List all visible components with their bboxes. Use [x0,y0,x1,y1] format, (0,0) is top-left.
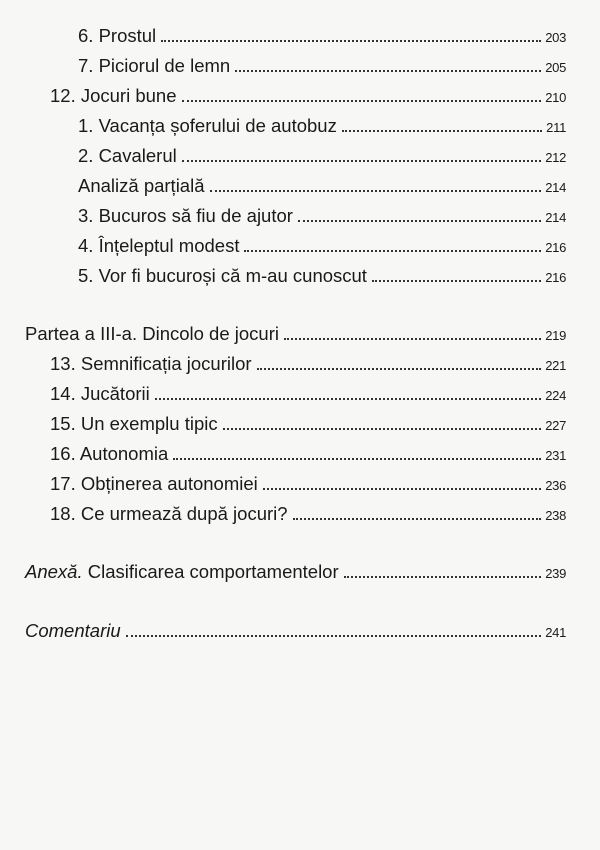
toc-entry-page: 205 [545,60,566,75]
toc-entry [78,261,566,291]
toc-entry-title: 5. Vor fi bucuroși că m-au cunoscut [78,265,367,286]
dot-leader [210,189,542,192]
toc-entry-page: 203 [545,30,566,45]
toc-entry-title: Analiză parțială [78,175,205,196]
toc-entry-page: 231 [545,448,566,463]
toc-appendix-entry [25,557,566,587]
toc-entry-title: 1. Vacanța șoferului de autobuz [78,115,337,136]
dot-leader [173,457,541,460]
toc-part-entry [25,319,566,349]
toc-entry-page: 236 [545,478,566,493]
toc-entry-title [25,616,121,646]
toc-entry [50,439,566,469]
dot-leader [161,39,541,42]
toc-entry-italic: Comentariu [25,620,121,641]
toc-entry-title [25,557,339,587]
toc-entry-page: 238 [545,508,566,523]
toc-entry-title: 15. Un exemplu tipic [50,413,218,434]
toc-entry-page: 221 [545,358,566,373]
toc-entry-title: 17. Obținerea autonomiei [50,473,258,494]
toc-entry-title: 16. Autonomia [50,443,169,464]
toc-entry-page: 214 [545,210,566,225]
toc-entry-title: Partea a III-a. Dincolo de jocuri [25,323,279,344]
toc-entry-page: 216 [545,270,566,285]
toc-entry-page: 214 [545,180,566,195]
toc-entry [78,141,566,171]
dot-leader [342,129,542,132]
toc-entry-page: 241 [545,625,566,640]
toc-entry-page: 211 [546,120,566,135]
toc-entry-title: 2. Cavalerul [78,145,177,166]
toc-entry [78,51,566,81]
dot-leader [235,69,541,72]
dot-leader [126,634,542,637]
toc-entry [78,231,566,261]
dot-leader [344,575,542,578]
toc-entry-page: 224 [545,388,566,403]
toc-entry [50,499,566,529]
toc-entry-page: 227 [545,418,566,433]
toc-entry-title: 4. Înțeleptul modest [78,235,240,256]
toc-entry [50,469,566,499]
toc-entry [78,201,566,231]
toc-entry-title: 12. Jocuri bune [50,85,177,106]
dot-leader [244,249,541,252]
toc-entry-italic: Anexă. [25,561,83,582]
dot-leader [372,279,541,282]
dot-leader [182,99,542,102]
toc-entry [50,379,566,409]
toc-entry-page: 216 [545,240,566,255]
toc-entry-title: 18. Ce urmează după jocuri? [50,503,288,524]
toc-entry [50,349,566,379]
dot-leader [263,487,541,490]
toc-entry [78,111,566,141]
dot-leader [257,367,542,370]
dot-leader [223,427,542,430]
toc-entry [78,171,566,201]
dot-leader [298,219,541,222]
toc-entry [50,409,566,439]
toc-entry-page: 219 [545,328,566,343]
toc-entry-title: 14. Jucătorii [50,383,150,404]
dot-leader [155,397,541,400]
toc-entry-page: 239 [545,566,566,581]
toc-entry-page: 212 [545,150,566,165]
toc-entry [50,81,566,111]
toc-entry-title-rest: Clasificarea comportamentelor [82,561,339,582]
toc-entry-page: 210 [545,90,566,105]
toc-entry-title: 6. Prostul [78,25,157,46]
dot-leader [284,337,541,340]
dot-leader [182,159,541,162]
toc-entry-title: 7. Piciorul de lemn [78,55,231,76]
toc-comments-entry [25,616,566,646]
toc-entry-title: 13. Semnificația jocurilor [50,353,252,374]
toc-entry [78,21,566,51]
toc-entry-title: 3. Bucuros să fiu de ajutor [78,205,293,226]
dot-leader [293,517,542,520]
